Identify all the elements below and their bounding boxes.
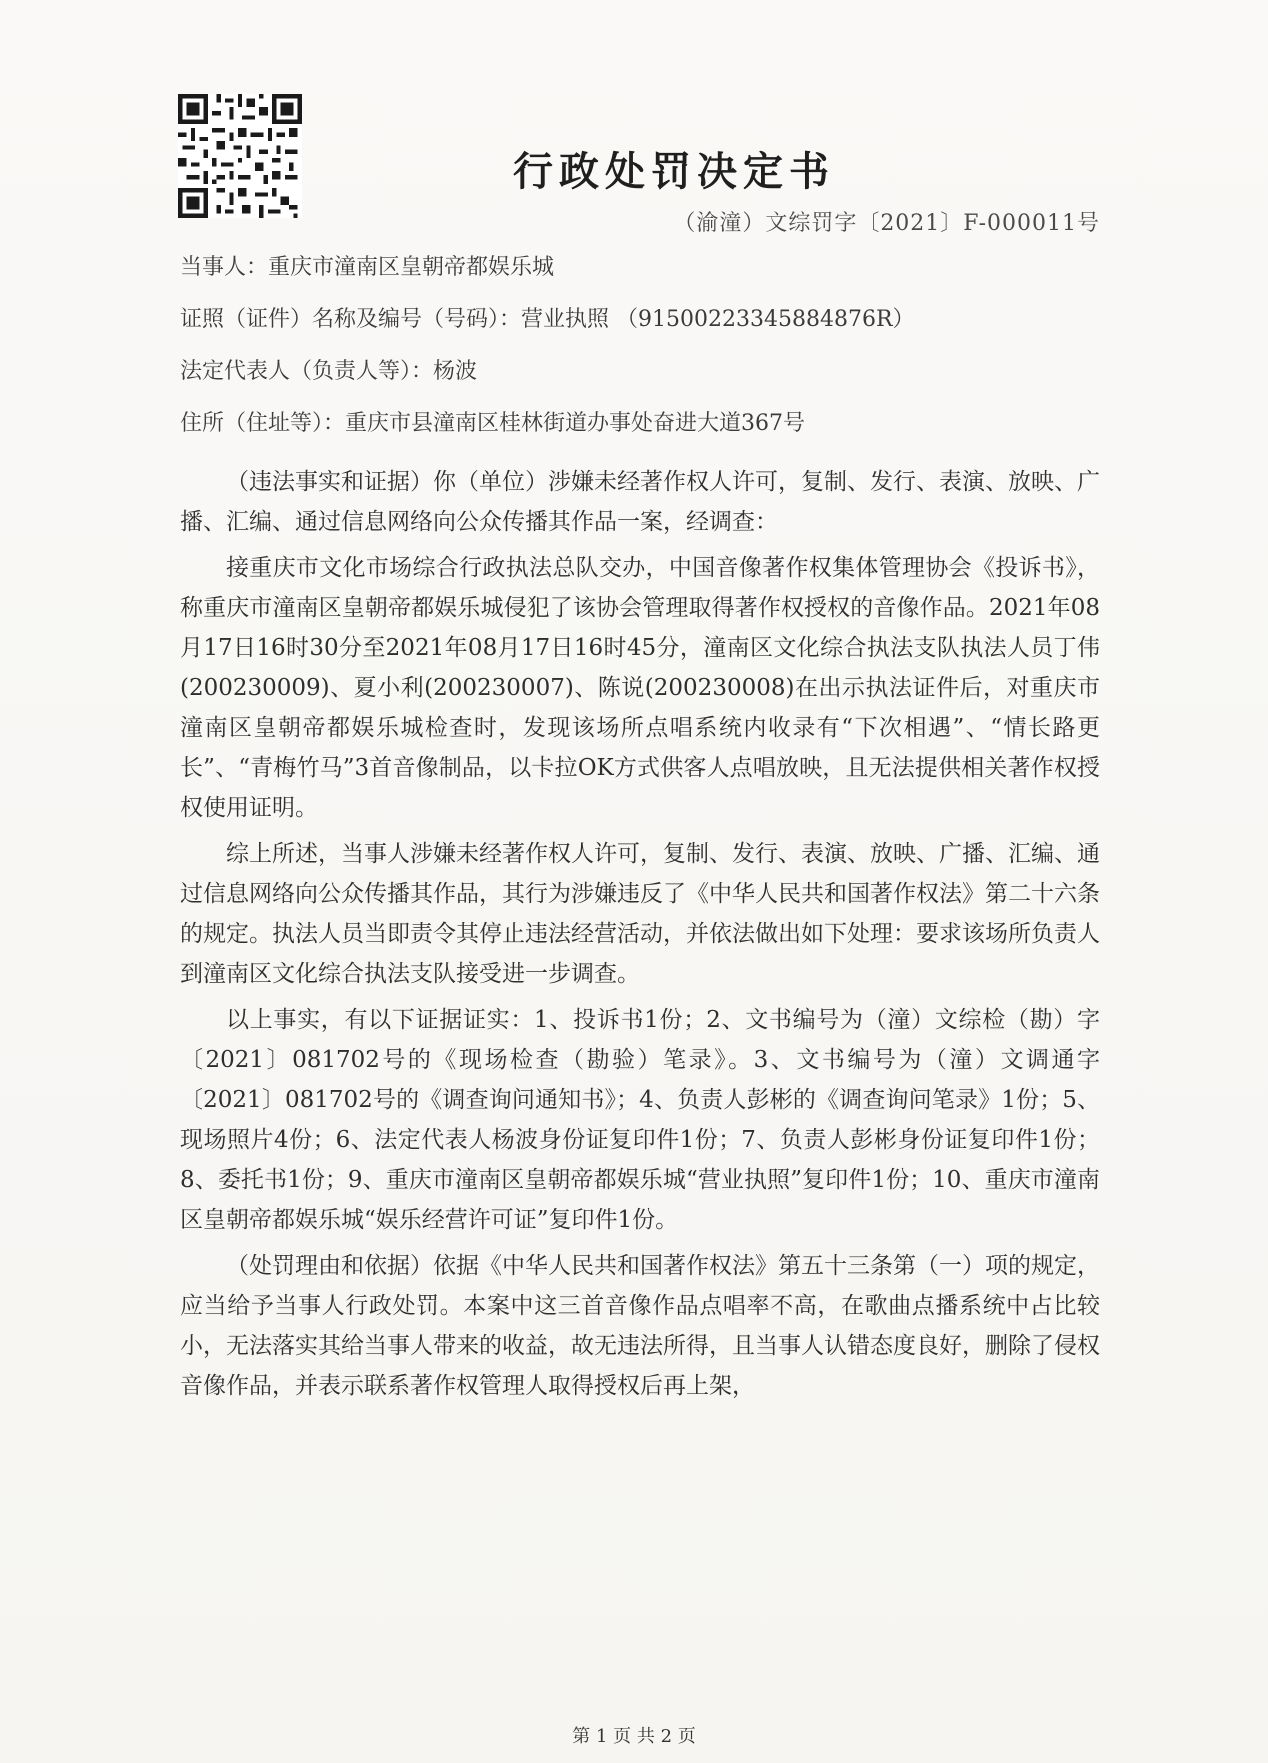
page-number: 第 1 页 共 2 页 <box>572 1726 696 1747</box>
document-title: 行政处罚决定书 <box>513 148 835 195</box>
paragraph-facts: （违法事实和证据）你（单位）涉嫌未经著作权人许可，复制、发行、表演、放映、广播、汇编、通过信息网络向公众传播其作品一案，经调查： <box>180 469 1100 535</box>
address-field: 住所（住址等）：重庆市县潼南区桂林街道办事处奋进大道367号 <box>180 411 805 436</box>
paragraph-reasoning: （处罚理由和依据）依据《中华人民共和国著作权法》第五十三条第（一）项的规定，应当给予当事人行政处罚。本案中这三首音像作品点唱率不高，在歌曲点播系统中占比较小，无法落实其给当事人带来的收益，故无违法所得，且当事人认错态度良好，删除了侵权音像作品，并表示联系著作权管理人取得授权后再上架， <box>180 1253 1100 1399</box>
document-body <box>180 462 1100 1412</box>
party-field: 当事人：重庆市潼南区皇朝帝都娱乐城 <box>180 255 555 280</box>
paragraph-summary: 综上所述，当事人涉嫌未经著作权人许可，复制、发行、表演、放映、广播、汇编、通过信息网络向公众传播其作品，其行为涉嫌违反了《中华人民共和国著作权法》第二十六条的规定。执法人员当即责令其停止违法经营活动，并依法做出如下处理：要求该场所负责人到潼南区文化综合执法支队接受进一步调查。 <box>180 841 1100 987</box>
paragraph-investigation: 接重庆市文化市场综合行政执法总队交办，中国音像著作权集体管理协会《投诉书》，称重庆市潼南区皇朝帝都娱乐城侵犯了该协会管理取得著作权授权的音像作品。2021年08月17日16时30分至2021年08月17日16时45分，潼南区文化综合执法支队执法人员丁伟(200230009)、夏小利(200230007)、陈说(200230008)在出示执法证件后，对重庆市潼南区皇朝帝都娱乐城检查时，发现该场所点唱系统内收录有“下次相遇”、“情长路更长”、“青梅竹马”3首音像制品，以卡拉OK方式供客人点唱放映，且无法提供相关著作权授权使用证明。 <box>180 555 1100 821</box>
paragraph-evidence: 以上事实，有以下证据证实：1、投诉书1份；2、文书编号为（潼）文综检（勘）字〔2021〕081702号的《现场检查（勘验）笔录》。3、文书编号为（潼）文调通字〔2021〕081702号的《调查询问通知书》；4、负责人彭彬的《调查询问笔录》1份；5、现场照片4份；6、法定代表人杨波身份证复印件1份；7、负责人彭彬身份证复印件1份；8、委托书1份；9、重庆市潼南区皇朝帝都娱乐城“营业执照”复印件1份；10、重庆市潼南区皇朝帝都娱乐城“娱乐经营许可证”复印件1份。 <box>180 1007 1100 1233</box>
legal-rep-field: 法定代表人（负责人等）：杨波 <box>180 359 478 384</box>
document-number: （渝潼）文综罚字〔2021〕F-000011号 <box>673 211 1100 236</box>
license-field: 证照（证件）名称及编号（号码）：营业执照 （91500223345884876R） <box>180 307 915 332</box>
